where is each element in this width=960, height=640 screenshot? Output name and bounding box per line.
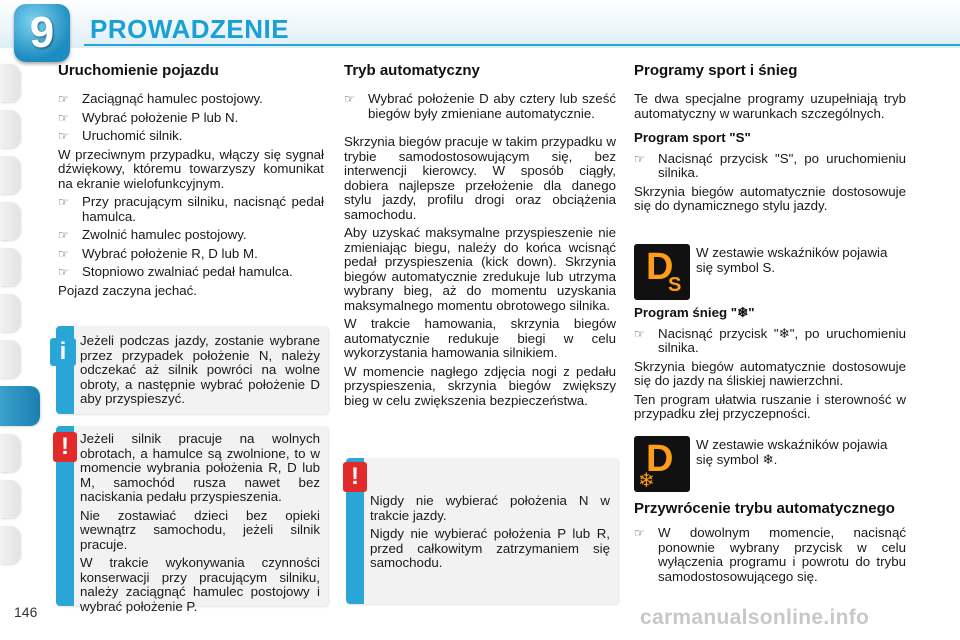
finger-icon: ☞ bbox=[344, 92, 355, 106]
finger-icon: ☞ bbox=[58, 110, 69, 125]
warning-text: W trakcie wykonywania czynności konserwacji przy pracującym silniku, należy zaciągnąć hamulec postojowy i wybrać położenie P. bbox=[80, 555, 320, 614]
section-heading: Przywrócenie trybu automatycznego bbox=[634, 500, 895, 517]
finger-icon: ☞ bbox=[58, 129, 69, 143]
chapter-tab[interactable] bbox=[0, 526, 20, 564]
watermark: carmanualsonline.info bbox=[640, 606, 870, 629]
finger-icon: ☞ bbox=[58, 195, 69, 209]
page-number: 146 bbox=[14, 604, 38, 620]
bullet-item: ☞ Zwolnić hamulec postojowy. bbox=[58, 227, 247, 242]
warning-box bbox=[346, 458, 618, 604]
section-heading: Uruchomienie pojazdu bbox=[58, 62, 219, 79]
bullet-item: ☞ Nacisnąć przycisk "❄", po uruchomieniu silnika. bbox=[634, 325, 906, 355]
chapter-tab[interactable] bbox=[0, 434, 20, 472]
bullet-item: ☞ Zaciągnąć hamulec postojowy. bbox=[58, 91, 263, 106]
paragraph: Pojazd zaczyna jechać. bbox=[58, 282, 197, 298]
paragraph: W trakcie hamowania, skrzynia biegów automatycznie redukuje biegi w celu wykorzystania hamowania silnikiem. bbox=[344, 316, 616, 360]
column-sport-snow bbox=[634, 62, 906, 234]
finger-icon: ☞ bbox=[58, 265, 69, 279]
column-start-vehicle bbox=[58, 62, 324, 302]
subsection-heading: Program śnieg "❄" bbox=[634, 305, 755, 320]
warning-box bbox=[56, 426, 328, 614]
warning-icon: ! bbox=[53, 432, 77, 462]
finger-icon: ☞ bbox=[634, 326, 645, 341]
bullet-item: ☞ Wybrać położenie D aby cztery lub sześć biegów były zmieniane automatycznie. bbox=[344, 91, 616, 121]
chapter-tab-active[interactable] bbox=[0, 386, 40, 426]
column-automatic-mode bbox=[344, 62, 616, 412]
chapter-number: 9 bbox=[29, 8, 55, 57]
chapter-badge bbox=[14, 4, 70, 62]
sport-indicator-display bbox=[634, 244, 690, 300]
chapter-tab[interactable] bbox=[0, 340, 20, 378]
section-heading: Programy sport i śnieg bbox=[634, 62, 798, 79]
bullet-item: ☞ Uruchomić silnik. bbox=[58, 128, 183, 143]
finger-icon: ☞ bbox=[634, 526, 645, 540]
bullet-item: ☞ Wybrać położenie R, D lub M. bbox=[58, 245, 258, 261]
paragraph: Ten program ułatwia ruszanie i sterowność w przypadku złej przyczepności. bbox=[634, 391, 906, 421]
gear-letter: D bbox=[646, 246, 674, 288]
paragraph: Skrzynia biegów automatycznie dostosowuje się do dynamicznego stylu jazdy. bbox=[634, 183, 906, 213]
gear-letter: D bbox=[646, 438, 674, 480]
section-heading: Tryb automatyczny bbox=[344, 62, 480, 79]
bullet-item: ☞ W dowolnym momencie, nacisnąć ponownie wybrany przycisk w celu wyłączenia programu i powrotu do trybu samodostosowującego się. bbox=[634, 525, 906, 584]
bullet-item: ☞ Stopniowo zwalniać pedał hamulca. bbox=[58, 264, 293, 279]
chapter-tab[interactable] bbox=[0, 64, 20, 102]
chapter-tab[interactable] bbox=[0, 294, 20, 332]
paragraph: W przeciwnym przypadku, włączy się sygnał dźwiękowy, któremu towarzyszy komunikat na ekranie wielofunkcyjnym. bbox=[58, 146, 324, 191]
chapter-tab[interactable] bbox=[0, 480, 20, 518]
sport-symbol-icon: S bbox=[668, 274, 682, 296]
subsection-heading: Program sport "S" bbox=[634, 130, 751, 145]
paragraph: Aby uzyskać maksymalne przyspieszenie nie zmieniając biegu, należy do końca wcisnąć pedał przyspieszenia (kick down). Skrzynia biegów automatycznie zredukuje lub utrzyma wybrany bieg, aż do momentu uzyskania maksymalnego momentu obrotowego silnika. bbox=[344, 225, 616, 313]
paragraph: Skrzynia biegów automatycznie dostosowuje się do jazdy na śliskiej nawierzchni. bbox=[634, 358, 906, 388]
snow-program-section bbox=[634, 306, 906, 426]
info-text: Jeżeli podczas jazdy, zostanie wybrane przez przypadek położenie N, należy odczekać aż silnik powróci na wolne obroty, a następnie wybrać położenie D aby przyspieszyć. bbox=[80, 333, 320, 406]
bullet-item: ☞ Przy pracującym silniku, nacisnąć pedał hamulca. bbox=[58, 194, 324, 224]
snowflake-icon: ❄ bbox=[638, 470, 655, 492]
snow-indicator-display bbox=[634, 436, 690, 492]
warning-text: Nigdy nie wybierać położenia P lub R, przed całkowitym zatrzymaniem się samochodu. bbox=[370, 526, 610, 570]
chapter-tabs bbox=[0, 64, 40, 572]
info-box bbox=[56, 326, 328, 414]
indicator-caption: W zestawie wskaźników pojawia się symbol ❄. bbox=[696, 437, 888, 467]
warning-icon: ! bbox=[343, 462, 367, 492]
warning-text: Jeżeli silnik pracuje na wolnych obrotach, a hamulce są zwolnione, to w momencie wybrania położenia R, D lub M, samochód rusza nawet bez naciskania pedału przyspieszenia. bbox=[80, 431, 320, 504]
info-icon: i bbox=[50, 338, 76, 366]
warning-text: Nie zostawiać dzieci bez opieki wewnątrz samochodu, jeżeli silnik pracuje. bbox=[80, 507, 320, 552]
finger-icon: ☞ bbox=[58, 246, 69, 261]
chapter-tab[interactable] bbox=[0, 110, 20, 148]
paragraph: Te dwa specjalne programy uzupełniają tryb automatyczny w warunkach szczególnych. bbox=[634, 91, 906, 121]
bullet-item: ☞ Nacisnąć przycisk "S", po uruchomieniu silnika. bbox=[634, 150, 906, 180]
finger-icon: ☞ bbox=[634, 151, 645, 166]
paragraph: Skrzynia biegów pracuje w takim przypadku w trybie samodostosowującym się, bez interwencji kierowcy. W sposób ciągły, dobiera najlepsze przełożenie dla danego stylu jazdy, profilu drogi oraz obciążenia samochodu. bbox=[344, 134, 616, 222]
bullet-item: ☞ Wybrać położenie P lub N. bbox=[58, 109, 239, 125]
finger-icon: ☞ bbox=[58, 92, 69, 106]
return-auto-section bbox=[634, 500, 906, 588]
chapter-tab[interactable] bbox=[0, 248, 20, 286]
finger-icon: ☞ bbox=[58, 228, 69, 242]
paragraph: W momencie nagłego zdjęcia nogi z pedału przyspieszenia, skrzynia biegów zwiększy bieg w celu zwiększenia bezpieczeństwa. bbox=[344, 363, 616, 408]
warning-text: Nigdy nie wybierać położenia N w trakcie jazdy. bbox=[370, 493, 610, 523]
indicator-caption: W zestawie wskaźników pojawia się symbol S. bbox=[696, 245, 888, 275]
chapter-tab[interactable] bbox=[0, 156, 20, 194]
page-title: PROWADZENIE bbox=[90, 14, 290, 44]
chapter-tab[interactable] bbox=[0, 202, 20, 240]
